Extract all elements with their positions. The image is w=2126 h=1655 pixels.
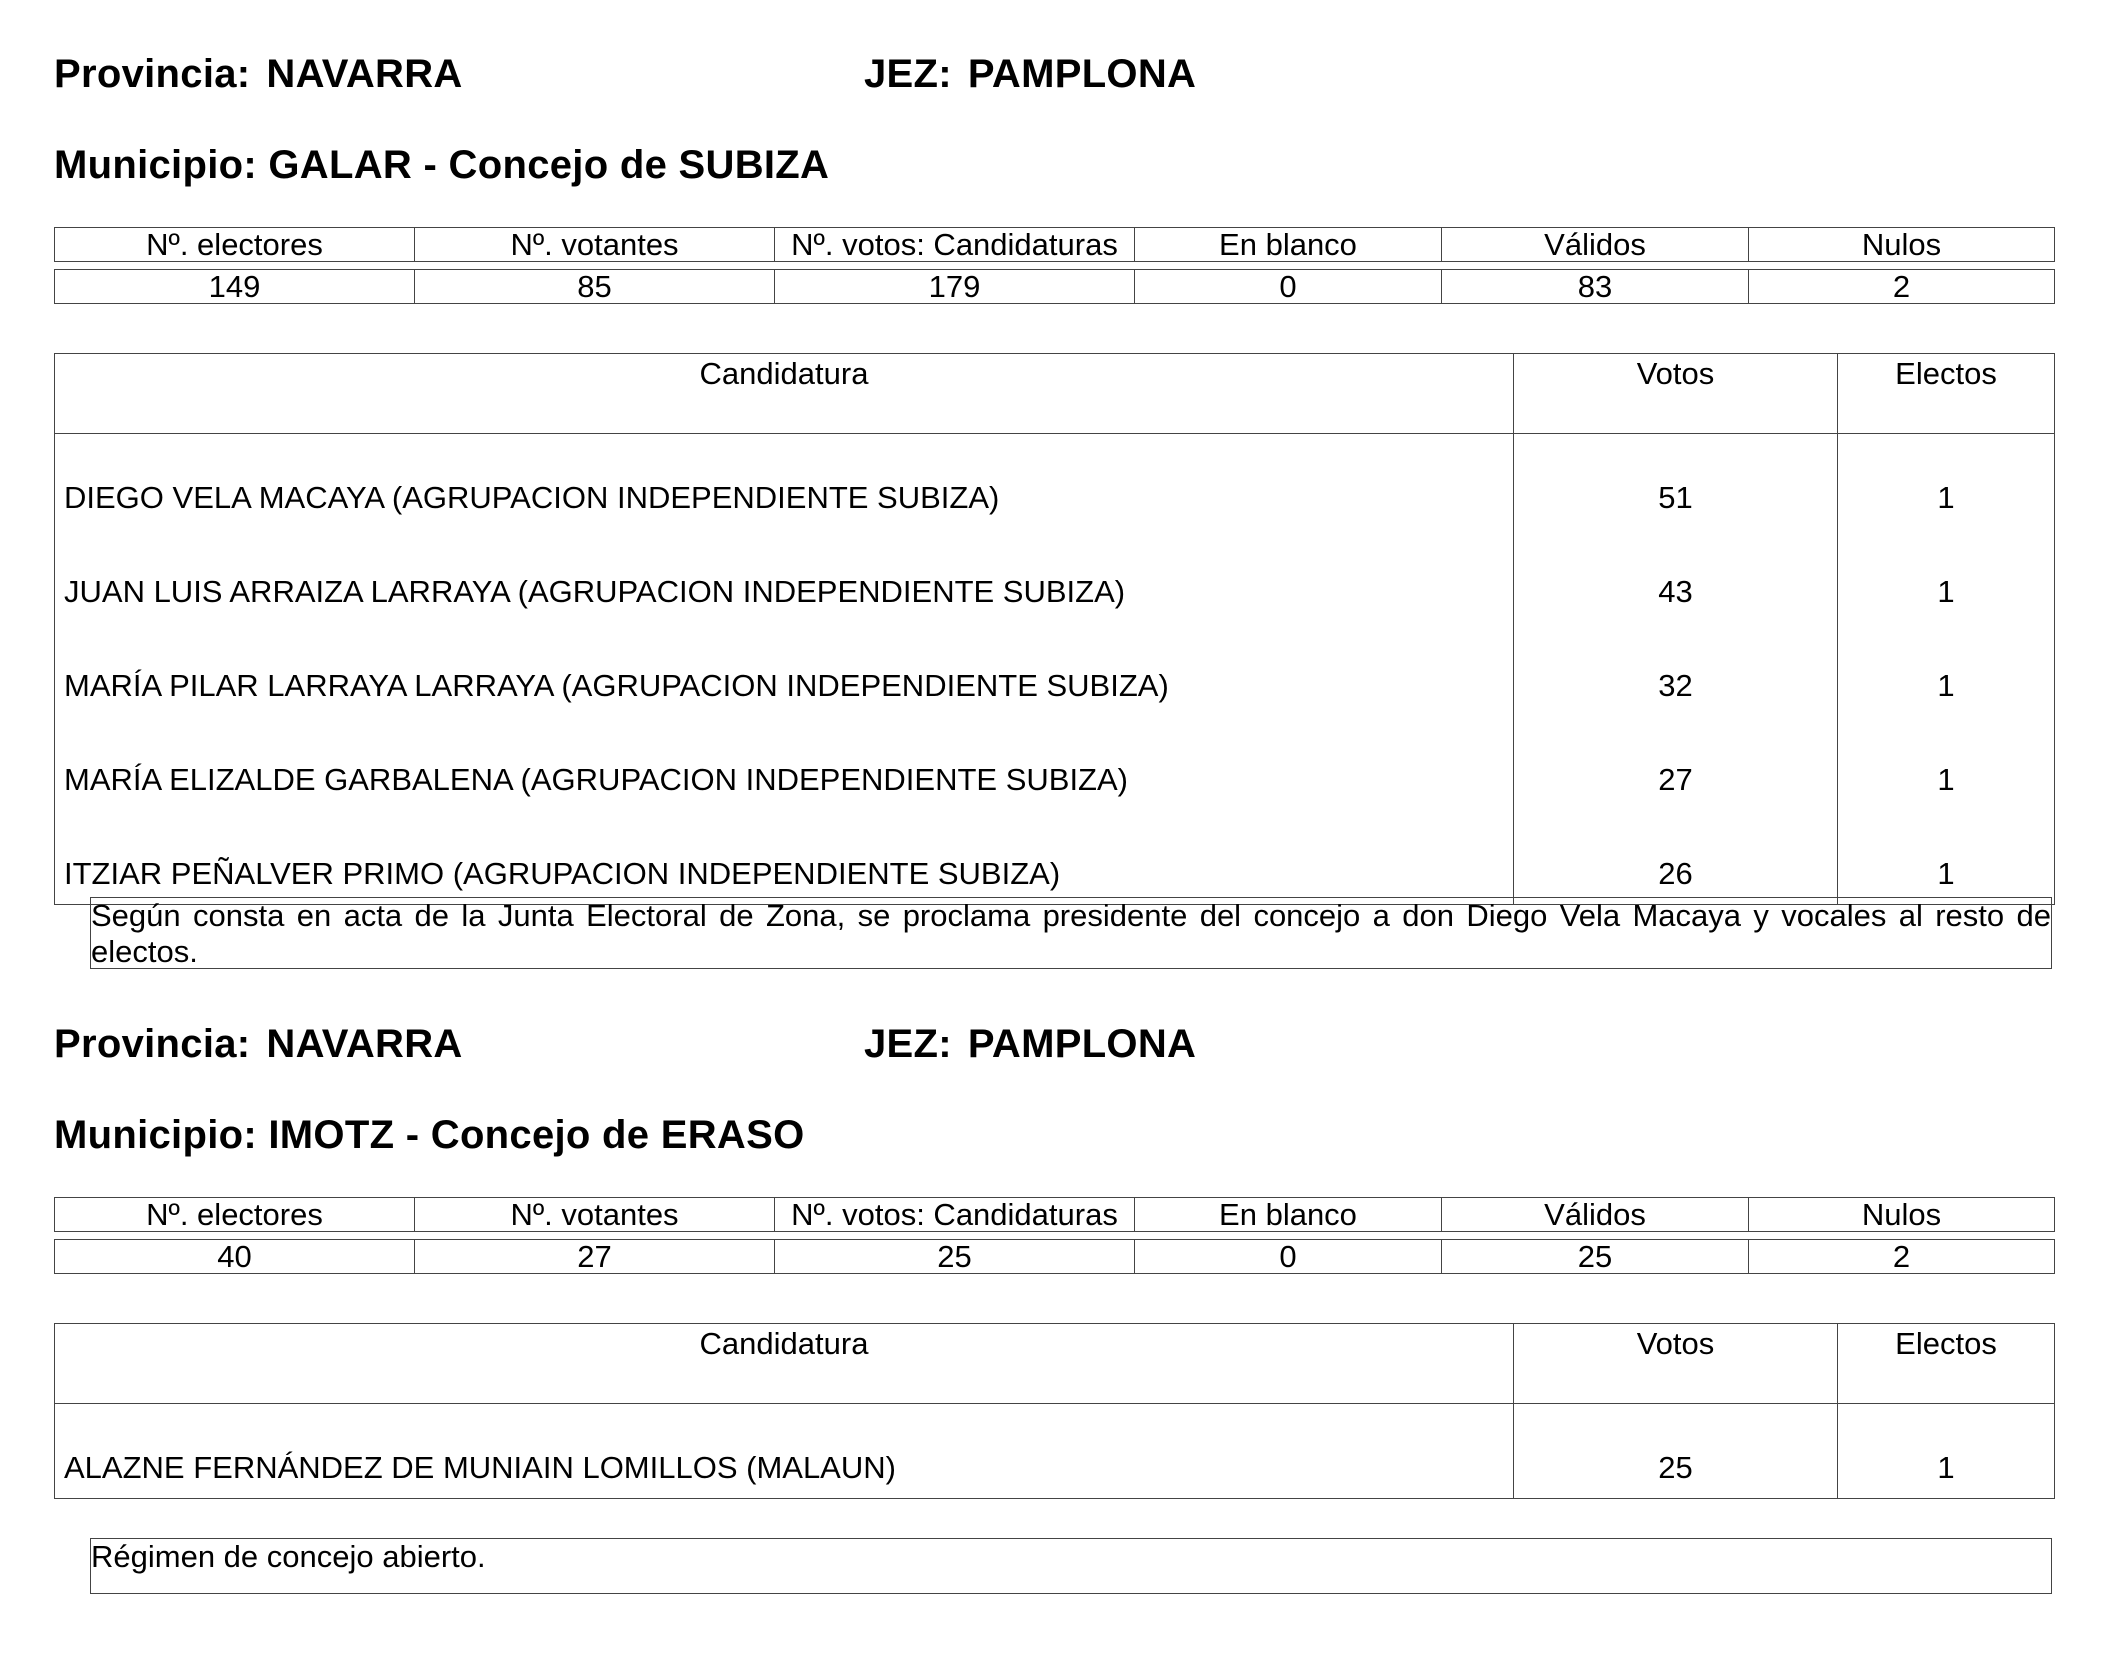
stat-header-nulos: Nulos (1749, 228, 2055, 262)
stat-header-en-blanco: En blanco (1135, 1198, 1442, 1232)
table-row (55, 528, 2055, 622)
candidate-votos: 51 (1514, 434, 1838, 529)
jez-value: PAMPLONA (967, 1022, 1197, 1066)
stat-value-electores: 149 (55, 270, 415, 304)
municipio-value: IMOTZ - Concejo de ERASO (268, 1113, 805, 1157)
stat-value-electores: 40 (55, 1240, 415, 1274)
candidates-table-2 (54, 1323, 2055, 1499)
candidate-name: ITZIAR PEÑALVER PRIMO (AGRUPACION INDEPENDIENTE SUBIZA) (55, 810, 1514, 905)
stat-header-electores: Nº. electores (55, 228, 415, 262)
candidate-electos: 1 (1838, 622, 2055, 716)
stat-value-en-blanco: 0 (1135, 1240, 1442, 1274)
stat-value-votantes: 85 (415, 270, 775, 304)
candidate-name: DIEGO VELA MACAYA (AGRUPACION INDEPENDIENTE SUBIZA) (55, 434, 1514, 529)
stat-value-votos-candidaturas: 25 (775, 1240, 1135, 1274)
candidates-table-1 (54, 353, 2055, 905)
stat-value-validos: 83 (1442, 270, 1749, 304)
provincia-value: NAVARRA (266, 52, 463, 96)
stats-value-row (55, 270, 2055, 304)
provincia-heading-2 (54, 1022, 463, 1067)
note-box-1: Según consta en acta de la Junta Electoral de Zona, se proclama presidente del concejo a don Diego Vela Macaya y vocales al resto de electos. (91, 898, 2051, 969)
candidate-votos: 43 (1514, 528, 1838, 622)
stat-value-validos: 25 (1442, 1240, 1749, 1274)
candidate-electos: 1 (1838, 810, 2055, 905)
note-box-2: Régimen de concejo abierto. (90, 1538, 2052, 1594)
stats-header-row (55, 1198, 2055, 1232)
stat-value-en-blanco: 0 (1135, 270, 1442, 304)
municipio-heading-1 (54, 143, 829, 188)
candidate-electos: 1 (1838, 716, 2055, 810)
stat-header-en-blanco: En blanco (1135, 228, 1442, 262)
municipio-label: Municipio: (54, 1113, 257, 1157)
candidate-name: MARÍA PILAR LARRAYA LARRAYA (AGRUPACION INDEPENDIENTE SUBIZA) (55, 622, 1514, 716)
col-header-electos: Electos (1838, 354, 2055, 434)
jez-heading-1 (864, 52, 1196, 97)
col-header-candidatura: Candidatura (55, 1324, 1514, 1404)
table-row (55, 622, 2055, 716)
stats-table-2 (54, 1197, 2055, 1274)
stat-value-nulos: 2 (1749, 270, 2055, 304)
candidates-header-row (55, 354, 2055, 434)
candidate-votos: 27 (1514, 716, 1838, 810)
candidate-votos: 25 (1514, 1404, 1838, 1499)
col-header-votos: Votos (1514, 354, 1838, 434)
table-row (55, 434, 2055, 529)
candidate-votos: 26 (1514, 810, 1838, 905)
stat-header-validos: Válidos (1442, 1198, 1749, 1232)
table-row (55, 810, 2055, 905)
stats-value-row (55, 1240, 2055, 1274)
municipio-label: Municipio: (54, 143, 257, 187)
stats-table-1 (54, 227, 2055, 304)
stats-header-row (55, 228, 2055, 262)
table-row (55, 716, 2055, 810)
candidate-name: JUAN LUIS ARRAIZA LARRAYA (AGRUPACION INDEPENDIENTE SUBIZA) (55, 528, 1514, 622)
municipio-value: GALAR - Concejo de SUBIZA (268, 143, 830, 187)
col-header-candidatura: Candidatura (55, 354, 1514, 434)
stat-header-votantes: Nº. votantes (415, 228, 775, 262)
candidates-header-row (55, 1324, 2055, 1404)
jez-value: PAMPLONA (967, 52, 1197, 96)
stat-value-votos-candidaturas: 179 (775, 270, 1135, 304)
stat-header-votos-candidaturas: Nº. votos: Candidaturas (775, 228, 1135, 262)
stat-header-electores: Nº. electores (55, 1198, 415, 1232)
stat-header-votantes: Nº. votantes (415, 1198, 775, 1232)
stat-header-votos-candidaturas: Nº. votos: Candidaturas (775, 1198, 1135, 1232)
jez-heading-2 (864, 1022, 1196, 1067)
provincia-value: NAVARRA (266, 1022, 463, 1066)
jez-label: JEZ: (864, 52, 952, 96)
provincia-heading-1 (54, 52, 463, 97)
stat-header-nulos: Nulos (1749, 1198, 2055, 1232)
stat-value-nulos: 2 (1749, 1240, 2055, 1274)
candidate-votos: 32 (1514, 622, 1838, 716)
municipio-heading-2 (54, 1113, 805, 1158)
provincia-label: Provincia: (54, 1022, 251, 1066)
candidate-name: MARÍA ELIZALDE GARBALENA (AGRUPACION INDEPENDIENTE SUBIZA) (55, 716, 1514, 810)
stat-header-validos: Válidos (1442, 228, 1749, 262)
candidate-name: ALAZNE FERNÁNDEZ DE MUNIAIN LOMILLOS (MALAUN) (55, 1404, 1514, 1499)
candidate-electos: 1 (1838, 434, 2055, 529)
provincia-label: Provincia: (54, 52, 251, 96)
col-header-electos: Electos (1838, 1324, 2055, 1404)
jez-label: JEZ: (864, 1022, 952, 1066)
table-row (55, 1404, 2055, 1499)
candidate-electos: 1 (1838, 1404, 2055, 1499)
stat-value-votantes: 27 (415, 1240, 775, 1274)
candidate-electos: 1 (1838, 528, 2055, 622)
col-header-votos: Votos (1514, 1324, 1838, 1404)
